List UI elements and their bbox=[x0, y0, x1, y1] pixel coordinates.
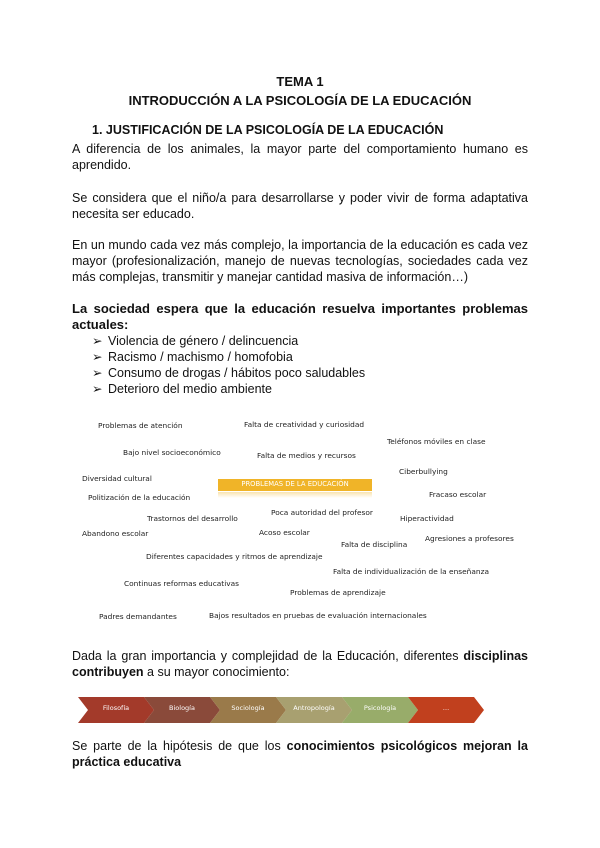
document-title: INTRODUCCIÓN A LA PSICOLOGÍA DE LA EDUCACIÓN bbox=[128, 93, 472, 108]
word-cloud-term: Continuas reformas educativas bbox=[124, 579, 240, 588]
discipline-label: Antropología bbox=[293, 704, 335, 712]
tema-heading: TEMA 1 bbox=[276, 74, 324, 89]
discipline-label: Biología bbox=[169, 704, 195, 712]
section-heading: 1. JUSTIFICACIÓN DE LA PSICOLOGÍA DE LA EDUCACIÓN bbox=[92, 123, 444, 137]
paragraph-5: Dada la gran importancia y complejidad de la Educación, diferentes disciplinas contribuyen a su mayor conocimiento: bbox=[72, 649, 528, 679]
arrow-bullet-icon: ➢ bbox=[92, 382, 103, 396]
word-cloud-center: PROBLEMAS DE LA EDUCACIÓN bbox=[218, 479, 372, 491]
word-cloud-term: Poca autoridad del profesor bbox=[271, 508, 373, 517]
word-cloud-center-reflection bbox=[218, 492, 372, 498]
word-cloud-term: Falta de individualización de la enseñanza bbox=[333, 567, 489, 576]
problems-list bbox=[92, 333, 365, 397]
paragraph-6: Se parte de la hipótesis de que los conocimientos psicológicos mejoran la práctica educativa bbox=[72, 739, 528, 769]
word-cloud-term: Hiperactividad bbox=[400, 514, 454, 523]
paragraph-1: A diferencia de los animales, la mayor parte del comportamiento humano es aprendido. bbox=[72, 142, 528, 172]
list-item: ➢ Deterioro del medio ambiente bbox=[92, 382, 272, 396]
word-cloud-term: Falta de medios y recursos bbox=[257, 451, 356, 460]
word-cloud-term: Bajos resultados en pruebas de evaluación internacionales bbox=[209, 611, 427, 620]
discipline-label: Sociología bbox=[231, 704, 265, 712]
word-cloud-term: Falta de disciplina bbox=[341, 540, 408, 549]
arrow-bullet-icon: ➢ bbox=[92, 350, 103, 364]
paragraph-2: Se considera que el niño/a para desarrollarse y poder vivir de forma adaptativa necesita ser educado. bbox=[72, 191, 528, 221]
word-cloud-term: Diferentes capacidades y ritmos de aprendizaje bbox=[146, 552, 323, 561]
word-cloud-term: Teléfonos móviles en clase bbox=[387, 437, 486, 446]
word-cloud-term: Diversidad cultural bbox=[82, 474, 152, 483]
word-cloud-term: Agresiones a profesores bbox=[425, 534, 514, 543]
list-item: ➢ Racismo / machismo / homofobia bbox=[92, 350, 293, 364]
discipline-label: Filosofía bbox=[102, 704, 130, 712]
word-cloud-term: Problemas de aprendizaje bbox=[290, 588, 386, 597]
word-cloud-term: Trastornos del desarrollo bbox=[147, 514, 238, 523]
word-cloud-term: Politización de la educación bbox=[88, 493, 191, 502]
word-cloud-term: Acoso escolar bbox=[259, 528, 310, 537]
list-item: ➢ Consumo de drogas / hábitos poco saludables bbox=[92, 366, 366, 380]
arrow-bullet-icon: ➢ bbox=[92, 366, 103, 380]
paragraph-4: La sociedad espera que la educación resuelva importantes problemas actuales: bbox=[72, 301, 528, 332]
list-item: ➢ Violencia de género / delincuencia bbox=[92, 334, 299, 348]
word-cloud-term: Fracaso escolar bbox=[429, 490, 487, 499]
word-cloud-term: Problemas de atención bbox=[98, 421, 183, 430]
word-cloud-term: Bajo nivel socioeconómico bbox=[123, 448, 221, 457]
discipline-label: … bbox=[442, 704, 450, 712]
word-cloud-term: Abandono escolar bbox=[82, 529, 149, 538]
discipline-label: Psicología bbox=[363, 704, 397, 712]
arrow-bullet-icon: ➢ bbox=[92, 334, 103, 348]
word-cloud-term: Padres demandantes bbox=[99, 612, 177, 621]
word-cloud-term: Falta de creatividad y curiosidad bbox=[244, 420, 365, 429]
word-cloud-term: Ciberbullying bbox=[399, 467, 448, 476]
paragraph-3: En un mundo cada vez más complejo, la importancia de la educación es cada vez mayor (profesionalización, manejo de nuevas tecnologías, sociedades cada vez más complejas, transmitir y manejar cantidad masiva de información…) bbox=[72, 238, 528, 284]
